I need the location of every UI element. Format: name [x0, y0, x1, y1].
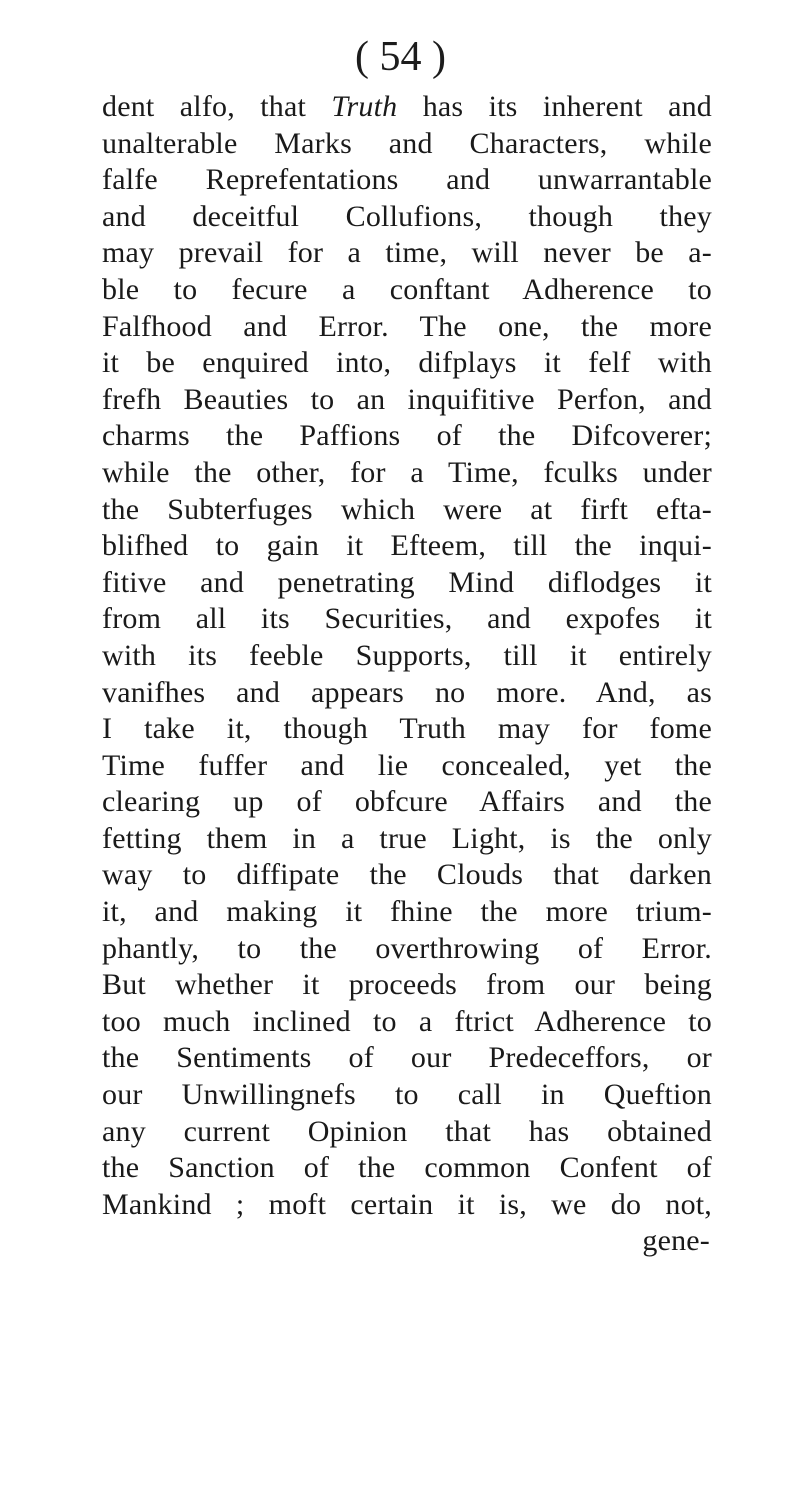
- text-line-2: unalterable Marks and Charaсters, while: [102, 126, 712, 160]
- text-line-6: ble to fecure a conftant Adherence to: [102, 272, 712, 306]
- text-line-10: charms the Paffions of the Difcoverer;: [102, 419, 712, 453]
- text-line-30: the Sanction of the common Confent of: [102, 1151, 712, 1185]
- text-line-8: it be enquired into, difplays it felf with: [102, 346, 712, 380]
- text-line-21: fetting them in a true Light, is the only: [102, 821, 712, 855]
- text-line-17: vanifhes and appears no more. And, as: [102, 675, 712, 709]
- text-line-4: and deceitful Collufions, though they: [102, 199, 712, 233]
- page-number: ( 54 ): [355, 34, 446, 80]
- text-line-26: too much inclined to a ftrict Adherence to: [102, 1004, 712, 1038]
- text-line-23: it, and making it fhine the more trium-: [102, 895, 712, 929]
- text-line-9: frefh Beauties to an inquifitive Perfon, and: [102, 382, 712, 416]
- text-line-27: the Sentiments of our Predeceffors, or: [102, 1041, 712, 1075]
- text-line-29: any current Opinion that has obtained: [102, 1114, 712, 1148]
- text-line-13: blifhed to gain it Efteem, till the inqui-: [102, 529, 712, 563]
- text-line-3: falfe Reprefentations and unwarrantable: [102, 163, 712, 197]
- text-line-18: I take it, though Truth may for fome: [102, 712, 712, 746]
- text-line-31: Mankind ; moft certain it is, we do not,: [102, 1187, 712, 1221]
- text-line-11: while the other, for a Time, fculks under: [102, 455, 712, 489]
- text-line-14: fitive and penetrating Mind diflodges it: [102, 565, 712, 599]
- emphasis-truth: Truth: [331, 90, 398, 123]
- text-line-12: the Subterfuges which were at firft efta-: [102, 492, 712, 526]
- text-line-28: our Unwillingnefs to call in Queftion: [102, 1078, 712, 1112]
- body-text: [102, 89, 712, 1260]
- catchword: gene-: [642, 1224, 710, 1258]
- text-line-22: way to diffipate the Clouds that darken: [102, 858, 712, 892]
- text-line-7: Falfhood and Error. The one, the more: [102, 309, 712, 343]
- text-line-19: Time fuffer and lie concealed, yet the: [102, 748, 712, 782]
- text-line-15: from all its Securities, and expofes it: [102, 602, 712, 636]
- text-line-25: But whether it proceeds from our being: [102, 968, 712, 1002]
- text-line-24: phantly, to the overthrowing of Error.: [102, 931, 712, 965]
- text-line-20: clearing up of obfcure Affairs and the: [102, 785, 712, 819]
- text-line-1: dent alfo, that Truth has its inherent and: [102, 90, 712, 123]
- text-line-5: may prevail for a time, will never be a-: [102, 236, 712, 270]
- text-line-16: with its feeble Supports, till it entirely: [102, 638, 712, 672]
